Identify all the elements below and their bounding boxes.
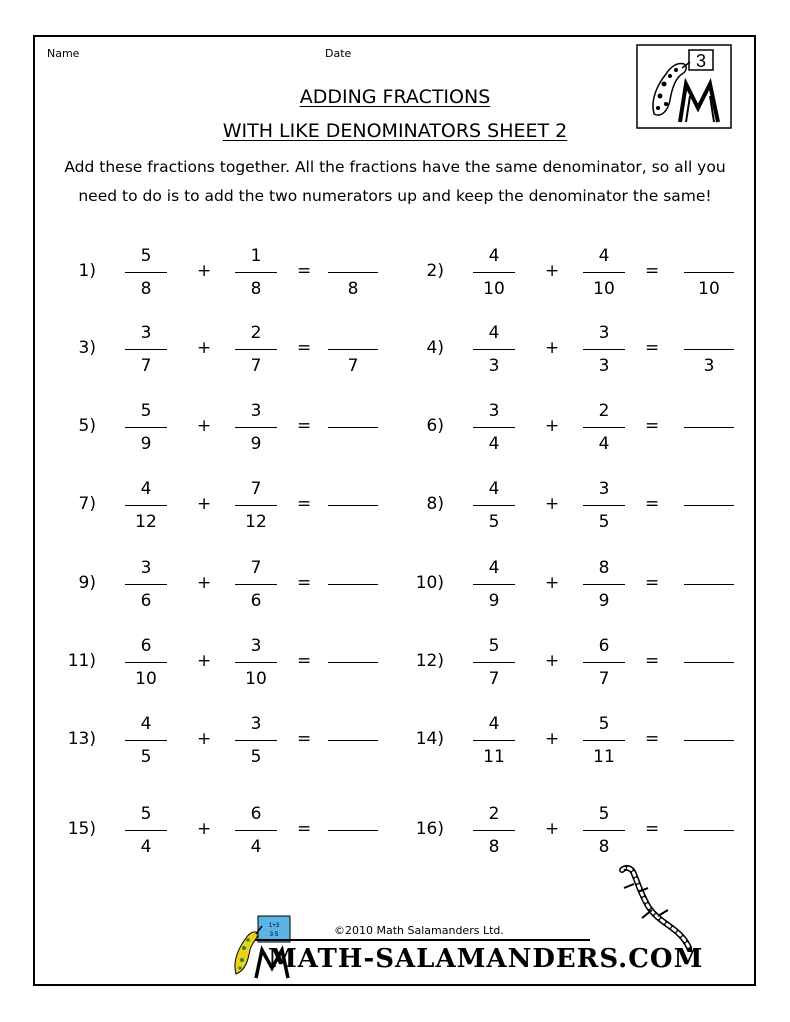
problem-11 (36, 634, 396, 694)
problem-10 (384, 556, 744, 616)
date-label: Date (325, 47, 352, 60)
equals-sign: = (645, 494, 660, 514)
equals-sign: = (297, 573, 312, 593)
numerator: 6 (598, 636, 610, 656)
answer-blank[interactable] (328, 399, 378, 456)
answer-bar (684, 427, 734, 428)
fraction-a (473, 712, 515, 769)
plus-sign: + (545, 494, 560, 514)
numerator: 5 (140, 246, 152, 266)
answer-denominator (684, 835, 734, 859)
fraction-bar (235, 662, 277, 663)
fraction-bar (473, 349, 515, 350)
problem-2 (384, 244, 744, 304)
svg-text:3·5: 3·5 (269, 932, 279, 938)
equals-sign: = (297, 261, 312, 281)
fraction-bar (583, 584, 625, 585)
fraction-a (473, 477, 515, 534)
numerator: 5 (140, 804, 152, 824)
answer-bar (328, 584, 378, 585)
answer-bar (328, 740, 378, 741)
numerator: 6 (250, 804, 262, 824)
numerator: 4 (488, 479, 500, 499)
denominator: 9 (250, 434, 262, 454)
answer-bar (684, 584, 734, 585)
denominator: 7 (140, 356, 152, 376)
numerator: 3 (250, 714, 262, 734)
plus-sign: + (197, 573, 212, 593)
plus-sign: + (545, 651, 560, 671)
answer-blank[interactable] (328, 244, 378, 301)
fraction-bar (125, 740, 167, 741)
fraction-bar (235, 830, 277, 831)
problem-number: 7) (78, 494, 96, 514)
denominator: 6 (140, 591, 152, 611)
denominator: 4 (250, 837, 262, 857)
title-line-1: ADDING FRACTIONS (299, 86, 491, 108)
denominator: 12 (245, 512, 267, 532)
site-name: MATH-SALAMANDERS.COM (268, 944, 704, 974)
answer-bar (684, 662, 734, 663)
fraction-bar (235, 505, 277, 506)
problem-number: 15) (67, 819, 96, 839)
denominator: 5 (250, 747, 262, 767)
equals-sign: = (645, 261, 660, 281)
problem-5 (36, 399, 396, 459)
numerator: 7 (250, 479, 262, 499)
plus-sign: + (197, 819, 212, 839)
answer-blank[interactable] (684, 321, 734, 378)
answer-denominator (684, 432, 734, 456)
problem-6 (384, 399, 744, 459)
denominator: 12 (135, 512, 157, 532)
problem-number: 2) (426, 261, 444, 281)
denominator: 3 (488, 356, 500, 376)
answer-blank[interactable] (328, 321, 378, 378)
answer-bar (684, 505, 734, 506)
equals-sign: = (297, 729, 312, 749)
answer-denominator: 8 (347, 279, 359, 299)
answer-denominator: 3 (703, 356, 715, 376)
answer-blank[interactable] (684, 712, 734, 769)
fraction-bar (235, 349, 277, 350)
fraction-bar (125, 662, 167, 663)
fraction-b (583, 244, 625, 301)
problem-number: 8) (426, 494, 444, 514)
answer-denominator: 7 (347, 356, 359, 376)
numerator: 3 (250, 636, 262, 656)
numerator: 3 (598, 323, 610, 343)
numerator: 3 (598, 479, 610, 499)
fraction-bar (235, 740, 277, 741)
problem-8 (384, 477, 744, 537)
fraction-bar (583, 505, 625, 506)
problem-14 (384, 712, 744, 772)
lizard-icon (612, 862, 692, 952)
denominator: 9 (488, 591, 500, 611)
footer-divider (255, 939, 590, 941)
answer-bar (328, 427, 378, 428)
problem-13 (36, 712, 396, 772)
denominator: 5 (140, 747, 152, 767)
numerator: 3 (140, 323, 152, 343)
fraction-bar (583, 662, 625, 663)
numerator: 6 (140, 636, 152, 656)
answer-numerator-space[interactable] (684, 802, 734, 826)
denominator: 4 (488, 434, 500, 454)
copyright-text: ©2010 Math Salamanders Ltd. (334, 924, 504, 937)
fraction-a (125, 321, 167, 378)
numerator: 2 (488, 804, 500, 824)
fraction-bar (125, 427, 167, 428)
equals-sign: = (297, 819, 312, 839)
answer-blank[interactable] (684, 634, 734, 691)
denominator: 9 (140, 434, 152, 454)
fraction-bar (583, 830, 625, 831)
fraction-b (583, 477, 625, 534)
problem-number: 10) (415, 573, 444, 593)
denominator: 10 (483, 279, 505, 299)
answer-denominator (328, 667, 378, 691)
problem-number: 5) (78, 416, 96, 436)
fraction-b (583, 802, 625, 859)
answer-numerator-space[interactable] (328, 634, 378, 658)
numerator: 4 (598, 246, 610, 266)
fraction-bar (473, 584, 515, 585)
answer-denominator (328, 589, 378, 613)
fraction-b (583, 712, 625, 769)
fraction-a (473, 244, 515, 301)
fraction-b (235, 556, 277, 613)
fraction-a (125, 802, 167, 859)
answer-numerator-space[interactable] (684, 477, 734, 501)
plus-sign: + (197, 338, 212, 358)
answer-denominator (328, 432, 378, 456)
plus-sign: + (197, 261, 212, 281)
denominator: 9 (598, 591, 610, 611)
answer-denominator (328, 510, 378, 534)
fraction-bar (473, 272, 515, 273)
answer-blank[interactable] (684, 802, 734, 859)
answer-numerator-space[interactable] (328, 712, 378, 736)
answer-bar (684, 349, 734, 350)
numerator: 4 (140, 479, 152, 499)
fraction-bar (125, 349, 167, 350)
answer-numerator-space[interactable] (328, 556, 378, 580)
numerator: 4 (488, 714, 500, 734)
fraction-bar (583, 349, 625, 350)
problem-7 (36, 477, 396, 537)
numerator: 4 (140, 714, 152, 734)
answer-blank[interactable] (684, 399, 734, 456)
equals-sign: = (645, 651, 660, 671)
answer-denominator (684, 745, 734, 769)
problem-16 (384, 802, 744, 862)
equals-sign: = (297, 338, 312, 358)
denominator: 8 (250, 279, 262, 299)
problem-3 (36, 321, 396, 381)
problem-12 (384, 634, 744, 694)
answer-blank[interactable] (328, 634, 378, 691)
fraction-b (235, 802, 277, 859)
numerator: 4 (488, 246, 500, 266)
answer-bar (684, 740, 734, 741)
numerator: 3 (250, 401, 262, 421)
fraction-a (473, 556, 515, 613)
problem-number: 9) (78, 573, 96, 593)
fraction-a (125, 712, 167, 769)
answer-bar (328, 505, 378, 506)
fraction-b (583, 321, 625, 378)
fraction-a (473, 634, 515, 691)
answer-bar (328, 830, 378, 831)
denominator: 8 (598, 837, 610, 857)
fraction-bar (125, 505, 167, 506)
denominator: 5 (598, 512, 610, 532)
answer-blank[interactable] (684, 556, 734, 613)
plus-sign: + (197, 494, 212, 514)
fraction-bar (473, 427, 515, 428)
answer-denominator: 10 (698, 279, 720, 299)
equals-sign: = (297, 651, 312, 671)
answer-numerator-space[interactable] (328, 399, 378, 423)
numerator: 4 (488, 323, 500, 343)
problem-1 (36, 244, 396, 304)
problem-number: 4) (426, 338, 444, 358)
equals-sign: = (645, 819, 660, 839)
answer-denominator (328, 745, 378, 769)
answer-blank[interactable] (684, 477, 734, 534)
numerator: 8 (598, 558, 610, 578)
problem-number: 12) (415, 651, 444, 671)
numerator: 4 (488, 558, 500, 578)
answer-bar (328, 272, 378, 273)
answer-numerator-space[interactable] (684, 244, 734, 268)
fraction-bar (125, 830, 167, 831)
answer-numerator-space[interactable] (684, 712, 734, 736)
denominator: 10 (593, 279, 615, 299)
denominator: 6 (250, 591, 262, 611)
answer-bar (684, 272, 734, 273)
problem-number: 16) (415, 819, 444, 839)
problem-number: 13) (67, 729, 96, 749)
problem-number: 3) (78, 338, 96, 358)
fraction-bar (125, 272, 167, 273)
fraction-a (473, 802, 515, 859)
answer-blank[interactable] (328, 802, 378, 859)
fraction-a (125, 244, 167, 301)
equals-sign: = (645, 416, 660, 436)
fraction-b (583, 556, 625, 613)
equals-sign: = (297, 494, 312, 514)
numerator: 5 (488, 636, 500, 656)
answer-blank[interactable] (328, 712, 378, 769)
denominator: 10 (135, 669, 157, 689)
numerator: 1 (250, 246, 262, 266)
answer-numerator-space[interactable] (328, 802, 378, 826)
equals-sign: = (645, 573, 660, 593)
fraction-bar (235, 272, 277, 273)
logo-digit: 3 (695, 51, 707, 71)
fraction-bar (235, 584, 277, 585)
answer-numerator-space[interactable] (684, 321, 734, 345)
answer-bar (328, 349, 378, 350)
numerator: 5 (598, 804, 610, 824)
fraction-bar (473, 740, 515, 741)
denominator: 7 (598, 669, 610, 689)
fraction-b (235, 477, 277, 534)
fraction-a (473, 399, 515, 456)
answer-blank[interactable] (684, 244, 734, 301)
svg-text:1+3: 1+3 (268, 923, 280, 929)
answer-numerator-space[interactable] (684, 399, 734, 423)
plus-sign: + (545, 416, 560, 436)
name-label: Name (47, 47, 80, 60)
fraction-b (235, 244, 277, 301)
denominator: 5 (488, 512, 500, 532)
numerator: 5 (598, 714, 610, 734)
fraction-a (125, 477, 167, 534)
answer-denominator (684, 667, 734, 691)
fraction-bar (473, 505, 515, 506)
numerator: 7 (250, 558, 262, 578)
denominator: 11 (593, 747, 615, 767)
plus-sign: + (545, 338, 560, 358)
denominator: 8 (488, 837, 500, 857)
problem-15 (36, 802, 396, 862)
answer-denominator (328, 835, 378, 859)
answer-denominator (684, 510, 734, 534)
problem-number: 11) (67, 651, 96, 671)
plus-sign: + (545, 261, 560, 281)
answer-blank[interactable] (328, 477, 378, 534)
denominator: 7 (250, 356, 262, 376)
fraction-b (235, 399, 277, 456)
answer-numerator-space[interactable] (684, 634, 734, 658)
answer-numerator-space[interactable] (328, 244, 378, 268)
fraction-b (235, 321, 277, 378)
numerator: 2 (598, 401, 610, 421)
answer-blank[interactable] (328, 556, 378, 613)
answer-numerator-space[interactable] (328, 321, 378, 345)
plus-sign: + (545, 573, 560, 593)
denominator: 4 (598, 434, 610, 454)
problem-9 (36, 556, 396, 616)
fraction-bar (235, 427, 277, 428)
fraction-a (473, 321, 515, 378)
fraction-b (583, 399, 625, 456)
answer-bar (684, 830, 734, 831)
answer-numerator-space[interactable] (328, 477, 378, 501)
fraction-b (235, 712, 277, 769)
answer-numerator-space[interactable] (684, 556, 734, 580)
fraction-b (583, 634, 625, 691)
fraction-bar (583, 740, 625, 741)
fraction-bar (473, 662, 515, 663)
numerator: 3 (140, 558, 152, 578)
problem-number: 6) (426, 416, 444, 436)
plus-sign: + (197, 416, 212, 436)
plus-sign: + (197, 651, 212, 671)
fraction-bar (583, 272, 625, 273)
equals-sign: = (297, 416, 312, 436)
denominator: 4 (140, 837, 152, 857)
plus-sign: + (545, 819, 560, 839)
denominator: 3 (598, 356, 610, 376)
instructions-text: Add these fractions together. All the fractions have the same denominator, so all you need to do is to add the two numerators up and keep the denominator the same! (64, 158, 726, 205)
denominator: 11 (483, 747, 505, 767)
denominator: 10 (245, 669, 267, 689)
answer-bar (328, 662, 378, 663)
fraction-bar (125, 584, 167, 585)
problem-4 (384, 321, 744, 381)
numerator: 3 (488, 401, 500, 421)
fraction-a (125, 634, 167, 691)
fraction-a (125, 556, 167, 613)
problem-number: 1) (78, 261, 96, 281)
fraction-b (235, 634, 277, 691)
title-line-2: WITH LIKE DENOMINATORS SHEET 2 (222, 120, 568, 142)
denominator: 8 (140, 279, 152, 299)
numerator: 2 (250, 323, 262, 343)
plus-sign: + (197, 729, 212, 749)
problem-number: 14) (415, 729, 444, 749)
plus-sign: + (545, 729, 560, 749)
fraction-a (125, 399, 167, 456)
answer-denominator (684, 589, 734, 613)
numerator: 5 (140, 401, 152, 421)
fraction-bar (583, 427, 625, 428)
denominator: 7 (488, 669, 500, 689)
equals-sign: = (645, 338, 660, 358)
fraction-bar (473, 830, 515, 831)
equals-sign: = (645, 729, 660, 749)
